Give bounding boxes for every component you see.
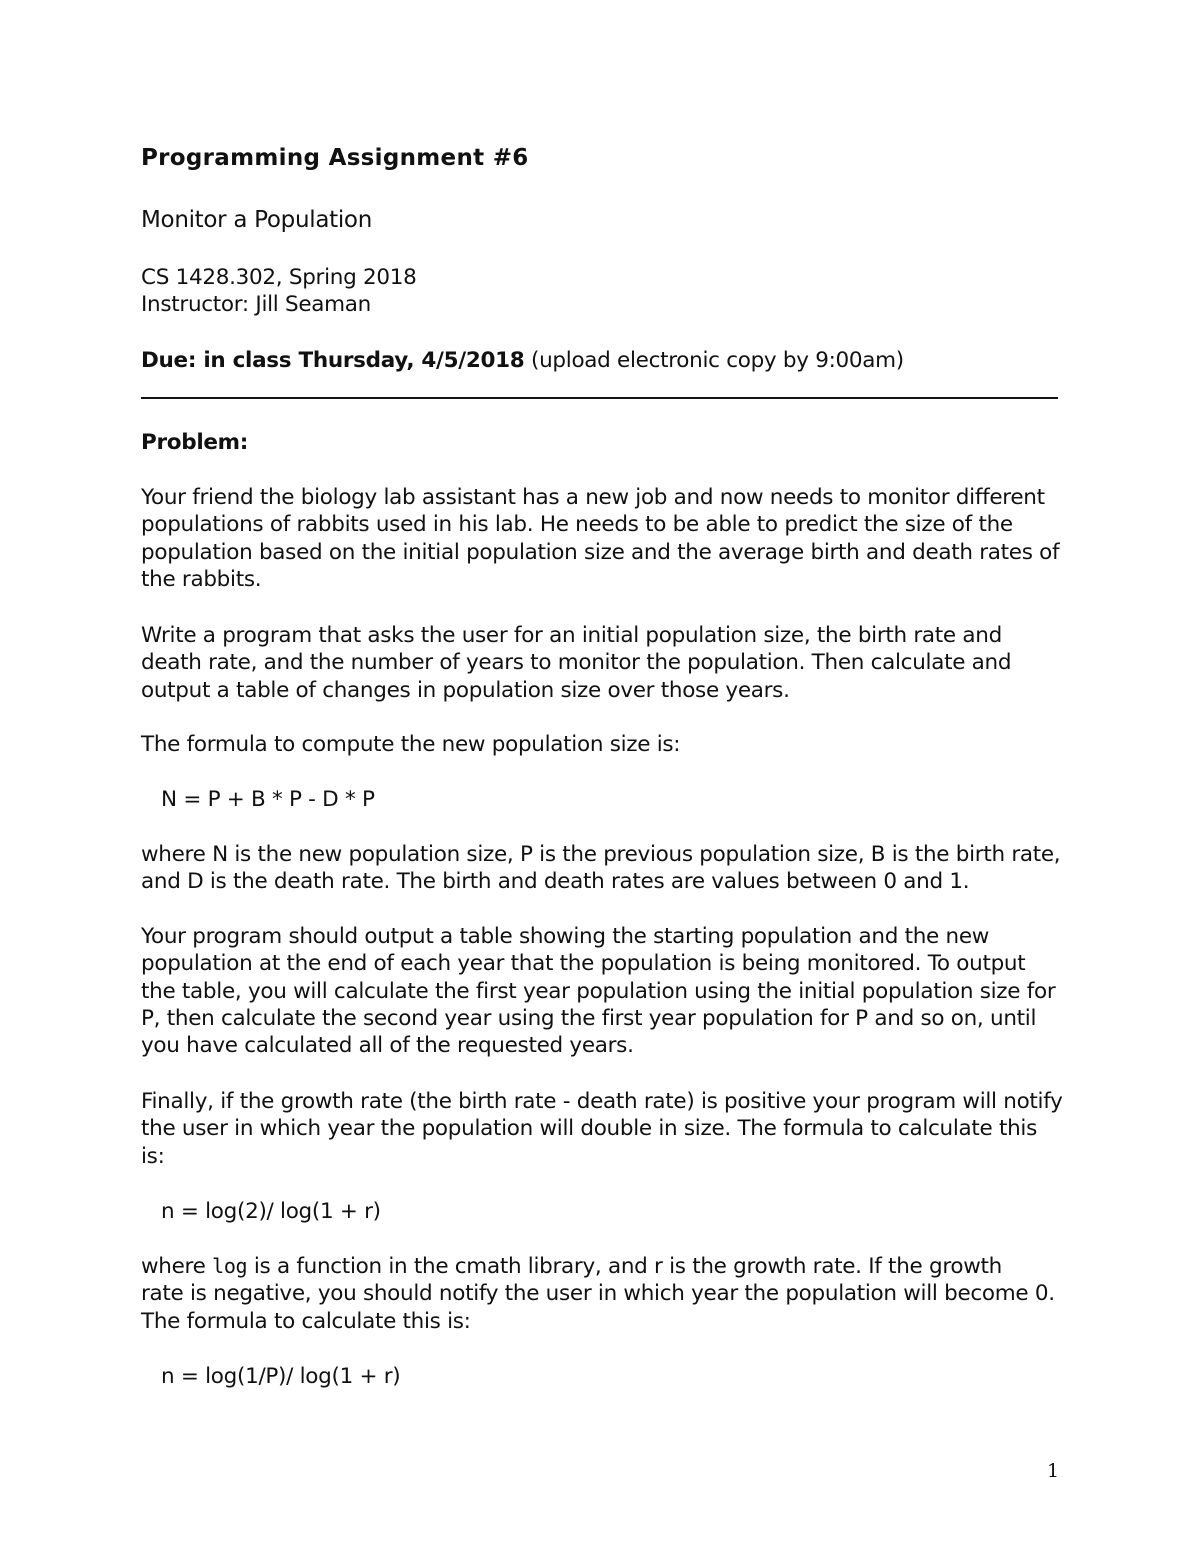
due-note: (upload electronic copy by 9:00am)	[524, 348, 904, 373]
paragraph-growth	[141, 1088, 1063, 1170]
text-line: death rate, and the number of years to monitor the population. Then calculate and	[141, 650, 1012, 676]
course-line: CS 1428.302, Spring 2018	[141, 265, 417, 290]
horizontal-rule	[141, 397, 1058, 399]
text-fragment: where	[141, 1254, 213, 1279]
text-fragment: is a function in the cmath library, and r is the growth rate. If the growth	[247, 1254, 1002, 1279]
course-info	[141, 264, 416, 319]
paragraph-intro	[141, 484, 1059, 593]
text-line: output a table of changes in population size over those years.	[141, 677, 790, 703]
text-line: populations of rabbits used in his lab. He needs to be able to predict the size of the	[141, 512, 1013, 538]
instructor-line: Instructor: Jill Seaman	[141, 292, 371, 318]
text-line: where N is the new population size, P is the previous population size, B is the birth rate,	[141, 842, 1061, 867]
formula-new-population: N = P + B * P - D * P	[161, 787, 375, 812]
text-line: the rabbits.	[141, 566, 262, 592]
text-line: rate is negative, you should notify the user in which year the population will become 0.	[141, 1281, 1055, 1307]
text-line: Your program should output a table showing the starting population and the new	[141, 924, 990, 949]
paragraph-table	[141, 923, 1055, 1059]
page-number: 1	[1047, 1460, 1060, 1482]
paragraph-variables	[141, 841, 1060, 896]
text-line: the user in which year the population will double in size. The formula to calculate this	[141, 1116, 1038, 1142]
text-line: and D is the death rate. The birth and death rates are values between 0 and 1.	[141, 869, 970, 895]
problem-heading-text: Problem:	[141, 430, 249, 455]
due-line	[141, 347, 904, 374]
text-line: the table, you will calculate the first year population using the initial population size for	[141, 978, 1056, 1004]
text-line: is:	[141, 1143, 165, 1169]
formula-doubling: n = log(2)/ log(1 + r)	[161, 1199, 381, 1224]
paragraph-program	[141, 622, 1011, 704]
text-line: The formula to calculate this is:	[141, 1308, 471, 1334]
text-line: Write a program that asks the user for an initial population size, the birth rate and	[141, 623, 1002, 648]
text-line: population at the end of each year that the population is being monitored. To output	[141, 951, 1026, 977]
text-line: you have calculated all of the requested years.	[141, 1033, 634, 1059]
text-line: P, then calculate the second year using the first year population for P and so on, until	[141, 1005, 1037, 1031]
paragraph-formula-intro: The formula to compute the new population size is:	[141, 732, 681, 757]
text-line: Your friend the biology lab assistant has a new job and now needs to monitor different	[141, 485, 1045, 510]
text-line: Finally, if the growth rate (the birth rate - death rate) is positive your program will notify	[141, 1089, 1063, 1114]
paragraph-log	[141, 1253, 1055, 1335]
due-date: Due: in class Thursday, 4/5/2018	[141, 348, 525, 373]
text-line: population based on the initial population size and the average birth and death rates of	[141, 539, 1060, 565]
formula-extinction: n = log(1/P)/ log(1 + r)	[161, 1364, 401, 1389]
code-log: log	[212, 1254, 248, 1278]
assignment-title: Programming Assignment #6	[141, 145, 529, 171]
problem-heading	[141, 429, 248, 456]
text-line	[141, 1253, 1055, 1280]
assignment-subtitle: Monitor a Population	[141, 207, 372, 233]
